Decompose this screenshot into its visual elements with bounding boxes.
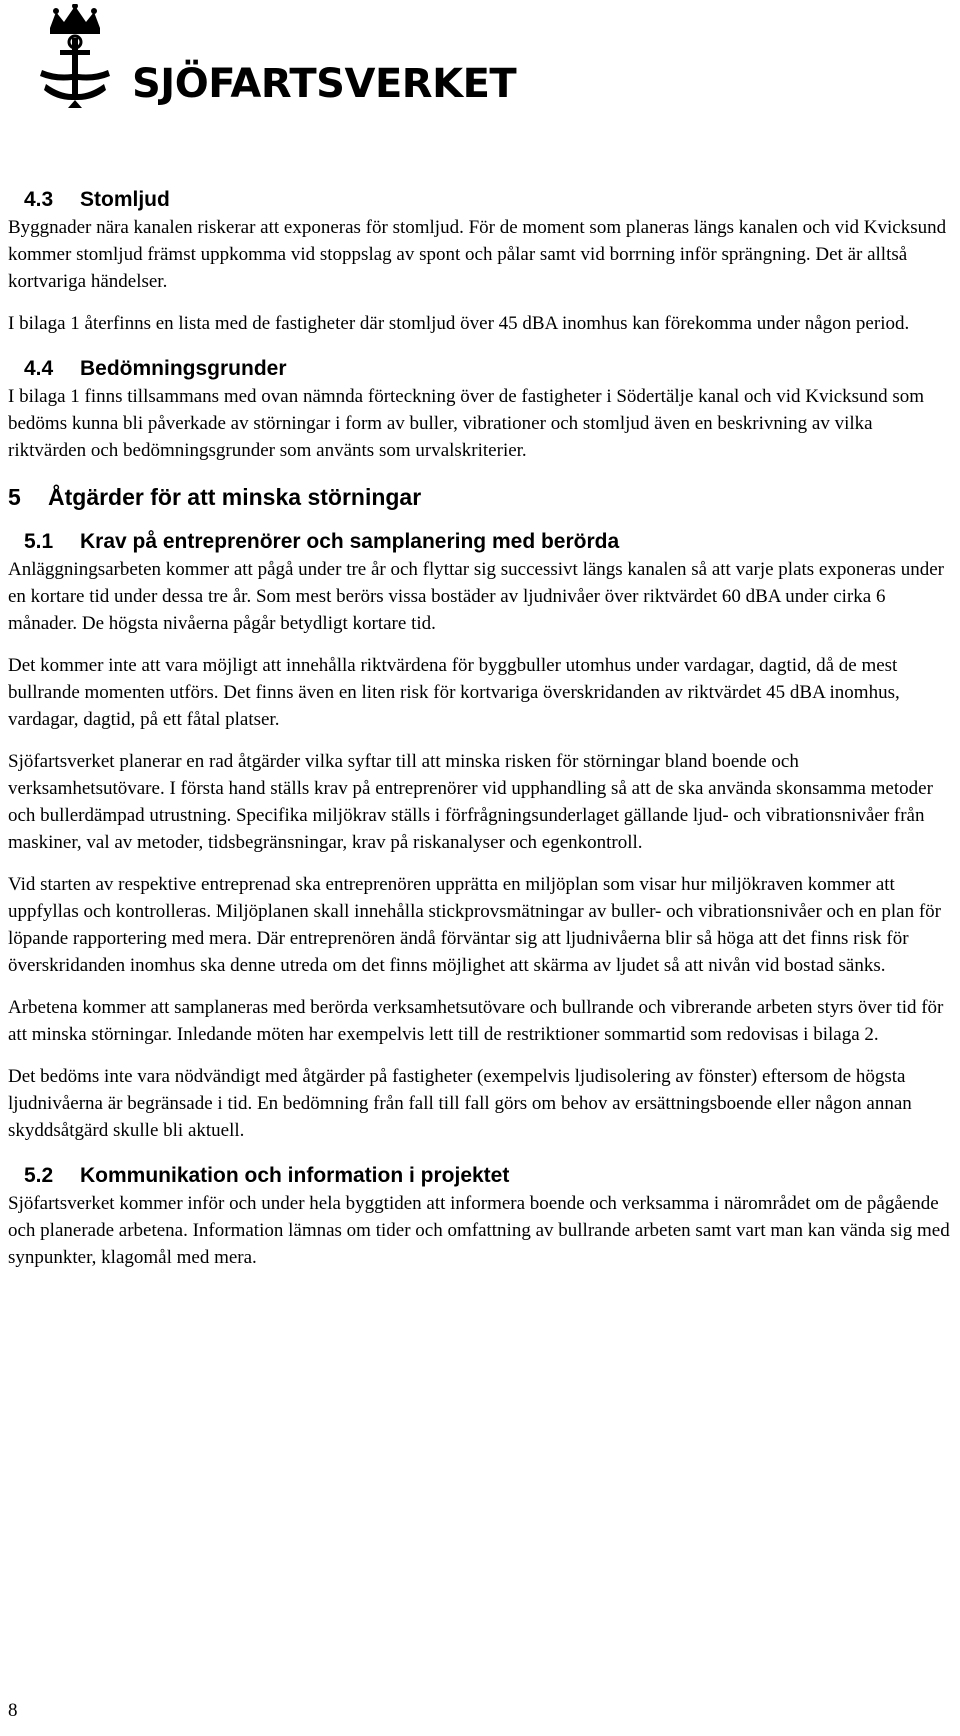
- paragraph: Det kommer inte att vara möjligt att innehålla riktvärdena för byggbuller utomhus under vardagar, dagtid, då de mest bullrande momenten utförs. Det finns även en liten risk för kortvariga överskridanden av riktvärdet 45 dBA inomhus, vardagar, dagtid, på ett fåtal platser.: [8, 655, 900, 730]
- heading-title: Kommunikation och information i projektet: [80, 1164, 510, 1187]
- page-number: 8: [8, 1700, 18, 1721]
- paragraph: Vid starten av respektive entreprenad ska entreprenören upprätta en miljöplan som visar hur miljökraven kommer att uppfyllas och kontrolleras. Miljöplanen skall innehålla stickprovsmätningar av buller- och vibrationsnivåer och en plan för löpande rapportering med mera. Där entreprenören ändå förväntar sig att ljudnivåerna blir så höga att det finns risk för överskridanden inomhus ska denne utreda om det finns möjlighet att skärma av ljudet så att nivån vid bostad sänks.: [8, 874, 942, 976]
- paragraph: I bilaga 1 finns tillsammans med ovan nämnda förteckning över de fastigheter i Södertälje kanal och vid Kvicksund som bedöms kunna bli påverkade av störningar i form av buller, vibrationer och stomljud även en beskrivning av vilka riktvärden och bedömningsgrunder som använts som urvalskriterier.: [8, 386, 924, 461]
- paragraph: Det bedöms inte vara nödvändigt med åtgärder på fastigheter (exempelvis ljudisolering av fönster) eftersom de högsta ljudnivåerna är begränsade i tid. En bedömning från fall till fall görs om behov av ersättningsboende eller någon annan skyddsåtgärd skulle bli aktuell.: [8, 1066, 912, 1141]
- document-body: [8, 186, 952, 1271]
- heading-number: 4.3: [24, 188, 54, 211]
- logo-wordmark: SJÖFARTSVERKET: [132, 61, 517, 107]
- heading-4-4: [8, 355, 952, 383]
- heading-5-2: [8, 1162, 952, 1190]
- heading-title: Krav på entreprenörer och samplanering med berörda: [80, 530, 620, 553]
- paragraph: Sjöfartsverket kommer inför och under hela byggtiden att informera boende och verksamma i närområdet om de pågående och planerade arbetena. Information lämnas om tider och omfattning av bullrande arbeten samt vart man kan vända sig med synpunkter, klagomål med mera.: [8, 1193, 950, 1268]
- heading-4-3: [8, 186, 952, 214]
- heading-title: Stomljud: [80, 188, 170, 211]
- paragraph: Arbetena kommer att samplaneras med berörda verksamhetsutövare och bullrande och vibrerande arbeten styrs över tid för att minska störningar. Inledande möten har exempelvis lett till de restriktioner sommartid som redovisas i bilaga 2.: [8, 997, 944, 1045]
- paragraph: Byggnader nära kanalen riskerar att exponeras för stomljud. För de moment som planeras längs kanalen och vid Kvicksund kommer stomljud främst uppkomma vid stoppslag av spont och pålar samt vid borrning inför sprängning. Det är alltså kortvariga händelser.: [8, 217, 947, 292]
- heading-number: 5.1: [24, 530, 54, 553]
- crown-anchor-emblem: [36, 4, 114, 108]
- logo: [36, 4, 517, 108]
- heading-number: 4.4: [24, 357, 54, 380]
- heading-title: Åtgärder för att minska störningar: [48, 484, 422, 510]
- heading-5-1: [8, 528, 952, 556]
- heading-number: 5.2: [24, 1164, 54, 1187]
- heading-number: 5: [8, 484, 21, 510]
- heading-5: [8, 482, 952, 512]
- heading-title: Bedömningsgrunder: [80, 357, 287, 380]
- paragraph: I bilaga 1 återfinns en lista med de fastigheter där stomljud över 45 dBA inomhus kan förekomma under någon period.: [8, 313, 910, 334]
- paragraph: Sjöfartsverket planerar en rad åtgärder vilka syftar till att minska risken för störningar bland boende och verksamhetsutövare. I första hand ställs krav på entreprenörer vid upphandling så att de ska använda skonsamma metoder och bullerdämpad utrustning. Specifika miljökrav ställs i förfrågningsunderlaget gällande ljud- och vibrationsnivåer från maskiner, val av metoder, tidsbegränsningar, krav på riskanalyser och egenkontroll.: [8, 751, 933, 853]
- paragraph: Anläggningsarbeten kommer att pågå under tre år och flyttar sig successivt längs kanalen så att varje plats exponeras under en kortare tid under dessa tre år. Som mest berörs vissa bostäder av ljudnivåer över riktvärdet 60 dBA under cirka 6 månader. De högsta nivåerna pågår betydligt kortare tid.: [8, 559, 944, 634]
